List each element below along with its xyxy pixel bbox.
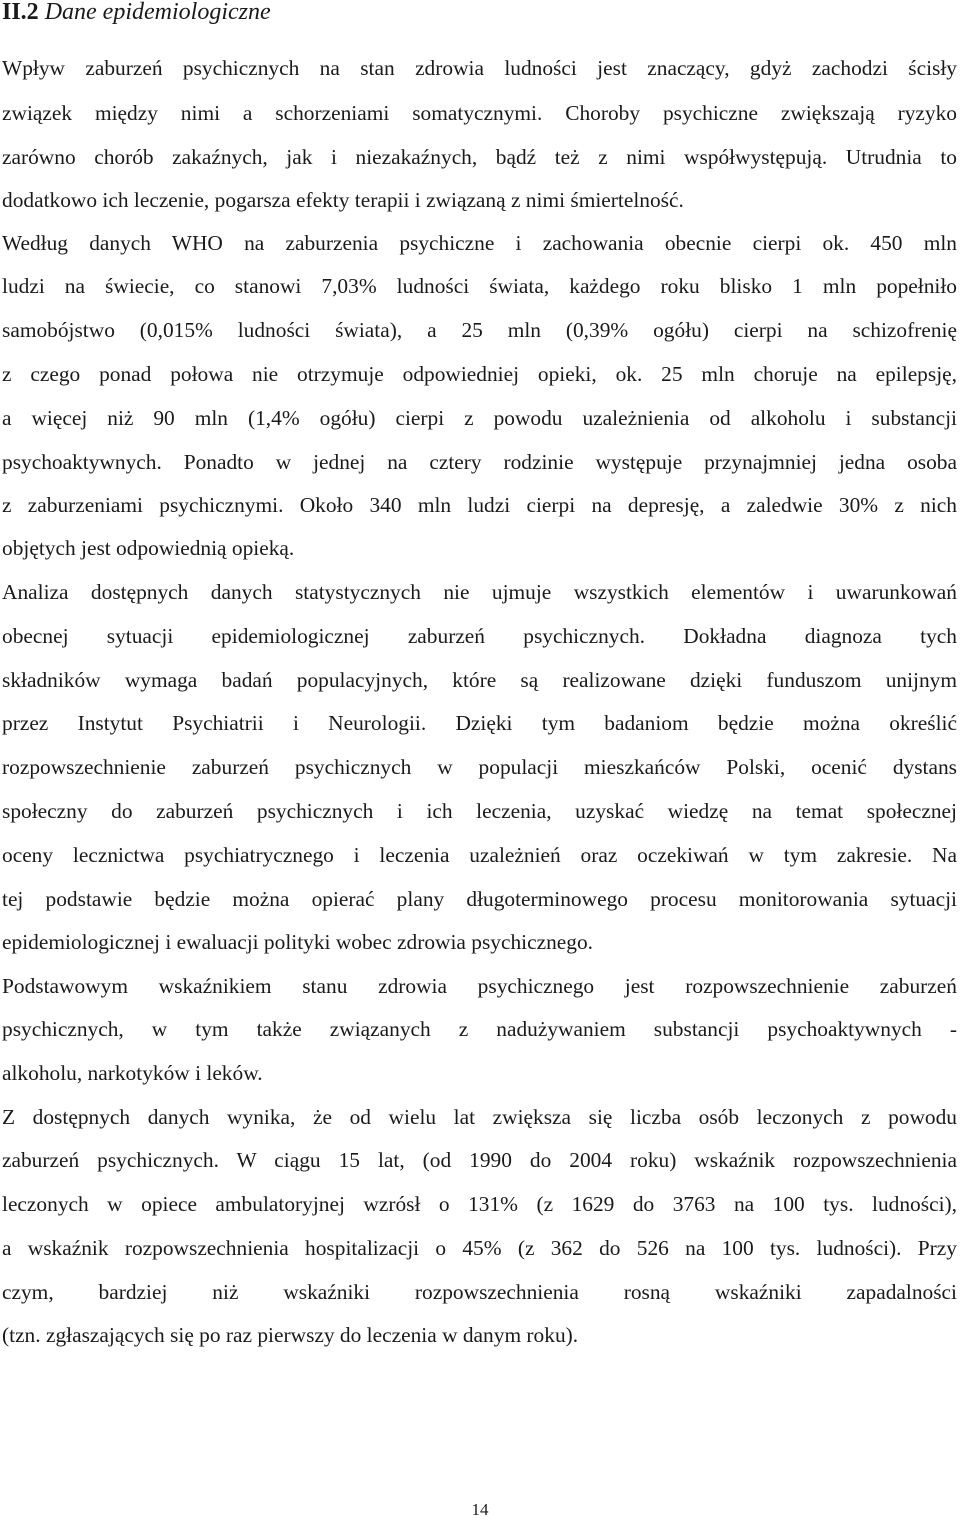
section-number: II.2 xyxy=(2,0,39,25)
text-line: objętych jest odpowiednią opieką. xyxy=(2,536,295,560)
text-line: Z dostępnych danych wynika, że od wielu lat zwiększa się liczba osób leczonych z powodu xyxy=(2,1105,957,1129)
text-line: z czego ponad połowa nie otrzymuje odpowiedniej opieki, ok. 25 mln choruje na epilepsję, xyxy=(2,362,957,386)
text-line: czym, bardziej niż wskaźniki rozpowszechnienia rosną wskaźniki zapadalności xyxy=(2,1280,957,1304)
text-line: z zaburzeniami psychicznymi. Około 340 mln ludzi cierpi na depresję, a zaledwie 30% z nich xyxy=(2,493,957,517)
text-line: a więcej niż 90 mln (1,4% ogółu) cierpi z powodu uzależnienia od alkoholu i substancji xyxy=(2,406,957,430)
text-line: epidemiologicznej i ewaluacji polityki wobec zdrowia psychicznego. xyxy=(2,930,594,954)
text-line: Analiza dostępnych danych statystycznych nie ujmuje wszystkich elementów i uwarunkowań xyxy=(2,580,957,604)
text-line: psychoaktywnych. Ponadto w jednej na cztery rodzinie występuje przynajmniej jedna osoba xyxy=(2,450,957,474)
section-heading xyxy=(2,0,271,28)
text-line: Wpływ zaburzeń psychicznych na stan zdrowia ludności jest znaczący, gdyż zachodzi ścisły xyxy=(2,56,957,80)
text-line: alkoholu, narkotyków i leków. xyxy=(2,1061,263,1085)
text-line: leczonych w opiece ambulatoryjnej wzrósł o 131% (z 1629 do 3763 na 100 tys. ludności), xyxy=(2,1192,957,1216)
text-line: obecnej sytuacji epidemiologicznej zaburzeń psychicznych. Dokładna diagnoza tych xyxy=(2,624,957,648)
text-line: ludzi na świecie, co stanowi 7,03% ludności świata, każdego roku blisko 1 mln popełniło xyxy=(2,274,957,298)
text-line: oceny lecznictwa psychiatrycznego i leczenia uzależnień oraz oczekiwań w tym zakresie. Na xyxy=(2,843,957,867)
text-line: tej podstawie będzie można opierać plany długoterminowego procesu monitorowania sytuacji xyxy=(2,887,957,911)
text-line: składników wymaga badań populacyjnych, które są realizowane dzięki funduszom unijnym xyxy=(2,668,957,692)
text-line: społeczny do zaburzeń psychicznych i ich leczenia, uzyskać wiedzę na temat społecznej xyxy=(2,799,957,823)
text-line: samobójstwo (0,015% ludności świata), a 25 mln (0,39% ogółu) cierpi na schizofrenię xyxy=(2,318,957,342)
text-line: zaburzeń psychicznych. W ciągu 15 lat, (od 1990 do 2004 roku) wskaźnik rozpowszechnienia xyxy=(2,1148,957,1172)
text-line: dodatkowo ich leczenie, pogarsza efekty terapii i związaną z nimi śmiertelność. xyxy=(2,188,684,212)
text-line: przez Instytut Psychiatrii i Neurologii. Dzięki tym badaniom będzie można określić xyxy=(2,711,957,735)
text-line: a wskaźnik rozpowszechnienia hospitalizacji o 45% (z 362 do 526 na 100 tys. ludności). Przy xyxy=(2,1236,957,1260)
text-line: Według danych WHO na zaburzenia psychiczne i zachowania obecnie cierpi ok. 450 mln xyxy=(2,231,957,255)
text-line: rozpowszechnienie zaburzeń psychicznych w populacji mieszkańców Polski, ocenić dystans xyxy=(2,755,957,779)
section-title: Dane epidemiologiczne xyxy=(44,0,271,25)
page-number: 14 xyxy=(471,1500,489,1519)
text-line: zarówno chorób zakaźnych, jak i niezakaźnych, bądź też z nimi współwystępują. Utrudnia to xyxy=(2,145,957,169)
text-line: Podstawowym wskaźnikiem stanu zdrowia psychicznego jest rozpowszechnienie zaburzeń xyxy=(2,974,957,998)
text-line: związek między nimi a schorzeniami somatycznymi. Choroby psychiczne zwiększają ryzyko xyxy=(2,101,957,125)
text-line: (tzn. zgłaszających się po raz pierwszy do leczenia w danym roku). xyxy=(2,1323,579,1347)
text-line: psychicznych, w tym także związanych z nadużywaniem substancji psychoaktywnych - xyxy=(2,1017,957,1041)
